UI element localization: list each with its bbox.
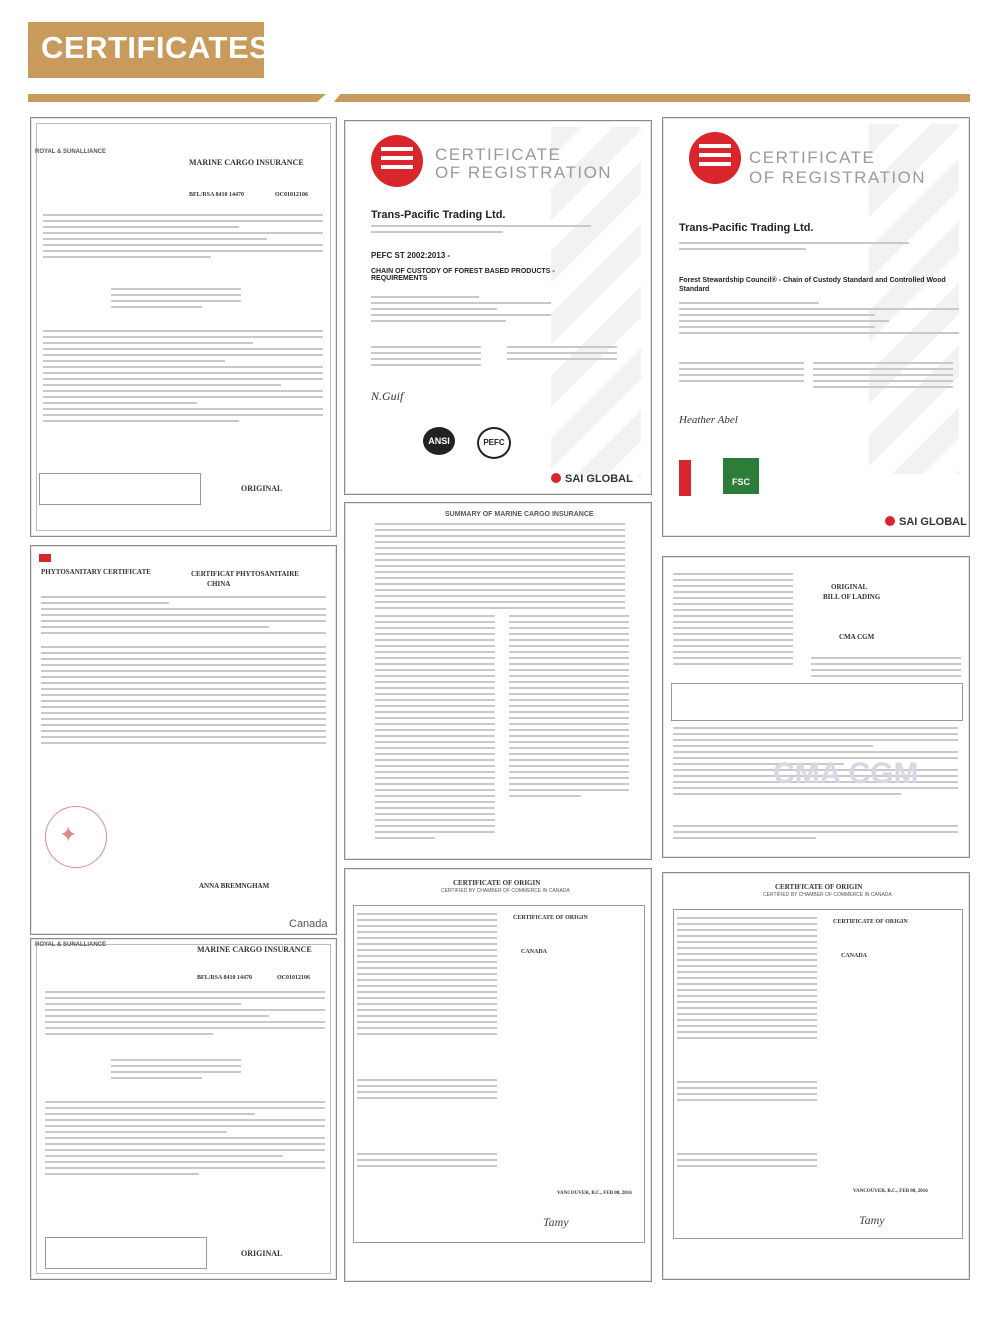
- certificate-number: OC01012106: [275, 192, 308, 198]
- marine-insurance-certificate[interactable]: [30, 938, 337, 1280]
- signature: N.Guif: [371, 389, 404, 403]
- bill-of-lading[interactable]: [662, 556, 970, 858]
- document-title: MARINE CARGO INSURANCE: [189, 158, 304, 167]
- document-title: BILL OF LADING: [823, 593, 881, 601]
- header-rule-right: [334, 94, 970, 102]
- sai-global-brand: SAI GLOBAL: [551, 473, 633, 485]
- marine-insurance-certificate[interactable]: [30, 117, 337, 537]
- pefc-logo: PEFC: [477, 427, 511, 459]
- document-title: SUMMARY OF MARINE CARGO INSURANCE: [445, 511, 594, 518]
- document-title: CERTIFICATE OF ORIGIN: [453, 879, 541, 887]
- place-and-date: VANCOUVER, B.C., FEB 08, 2016: [557, 1191, 632, 1196]
- origin-country: CANADA: [841, 953, 867, 959]
- page-title: CERTIFICATES: [41, 30, 271, 65]
- signature: Heather Abel: [679, 414, 738, 426]
- original-stamp: ORIGINAL: [241, 1249, 283, 1258]
- destination-country: CHINA: [207, 580, 231, 588]
- origin-country: CANADA: [521, 949, 547, 955]
- canada-flag-icon: [39, 554, 51, 562]
- scope-title: CHAIN OF CUSTODY OF FOREST BASED PRODUCTS - REQUIREMENTS: [371, 268, 555, 282]
- carrier-name: CMA CGM: [839, 633, 875, 641]
- original-stamp: ORIGINAL: [241, 484, 283, 493]
- title-english: PHYTOSANITARY CERTIFICATE: [41, 568, 151, 576]
- maple-leaf-icon: ✦: [59, 822, 78, 847]
- certificates-banner: [28, 22, 271, 78]
- insurer-logo: ROYAL & SUNALLIANCE: [35, 149, 107, 155]
- sai-global-brand: SAI GLOBAL: [885, 516, 967, 528]
- registration-heading: OF REGISTRATION: [749, 168, 927, 187]
- document-title: CERTIFICATE OF ORIGIN: [775, 883, 863, 891]
- signature: Tamy: [543, 1215, 569, 1229]
- signing-officer: ANNA BREMNGHAM: [199, 882, 270, 890]
- registration-heading: OF REGISTRATION: [435, 163, 613, 182]
- header-rule-left: [28, 94, 326, 102]
- pefc-certificate-of-registration[interactable]: [344, 120, 652, 495]
- fsc-logo: FSC: [723, 458, 759, 494]
- signature: Tamy: [859, 1213, 885, 1227]
- carrier-watermark: CMA CGM: [773, 757, 919, 790]
- document-title: MARINE CARGO INSURANCE: [197, 945, 312, 954]
- canada-wordmark: Canada: [289, 918, 328, 930]
- phytosanitary-certificate[interactable]: [30, 545, 337, 935]
- certificate-of-origin[interactable]: [344, 868, 652, 1282]
- red-strip: [679, 460, 691, 496]
- company-name: Trans-Pacific Trading Ltd.: [371, 209, 506, 221]
- title-french: CERTIFICAT PHYTOSANITAIRE: [191, 570, 299, 578]
- certificate-heading: CERTIFICATE: [435, 145, 562, 164]
- insurance-terms-page[interactable]: [344, 502, 652, 860]
- certificate-box-label: CERTIFICATE OF ORIGIN: [513, 915, 588, 921]
- ansi-logo: ANSI: [423, 427, 455, 455]
- certificate-heading: CERTIFICATE: [749, 148, 876, 167]
- sai-global-logo-icon: [371, 135, 423, 187]
- original-label: ORIGINAL: [831, 583, 868, 591]
- standard-name: Forest Stewardship Council® - Chain of Custody Standard and Controlled Wood Standard: [679, 277, 946, 293]
- document-subtitle: CERTIFIED BY CHAMBER OF COMMERCE IN CANADA: [763, 892, 892, 898]
- policy-number: BFL/RSA 8410 14470: [189, 192, 245, 198]
- insurer-logo: ROYAL & SUNALLIANCE: [35, 942, 107, 948]
- document-subtitle: CERTIFIED BY CHAMBER OF COMMERCE IN CANADA: [441, 888, 570, 894]
- certificate-number: OC01012106: [277, 975, 310, 981]
- certificate-of-origin[interactable]: [662, 872, 970, 1280]
- fsc-certificate-of-registration[interactable]: [662, 117, 970, 537]
- standard-name: PEFC ST 2002:2013 -: [371, 251, 451, 260]
- policy-number: BFL/RSA 8410 14470: [197, 975, 253, 981]
- place-and-date: VANCOUVER, B.C., FEB 08, 2016: [853, 1189, 928, 1194]
- sai-global-logo-icon: [689, 132, 741, 184]
- company-name: Trans-Pacific Trading Ltd.: [679, 222, 814, 234]
- certificate-box-label: CERTIFICATE OF ORIGIN: [833, 919, 908, 925]
